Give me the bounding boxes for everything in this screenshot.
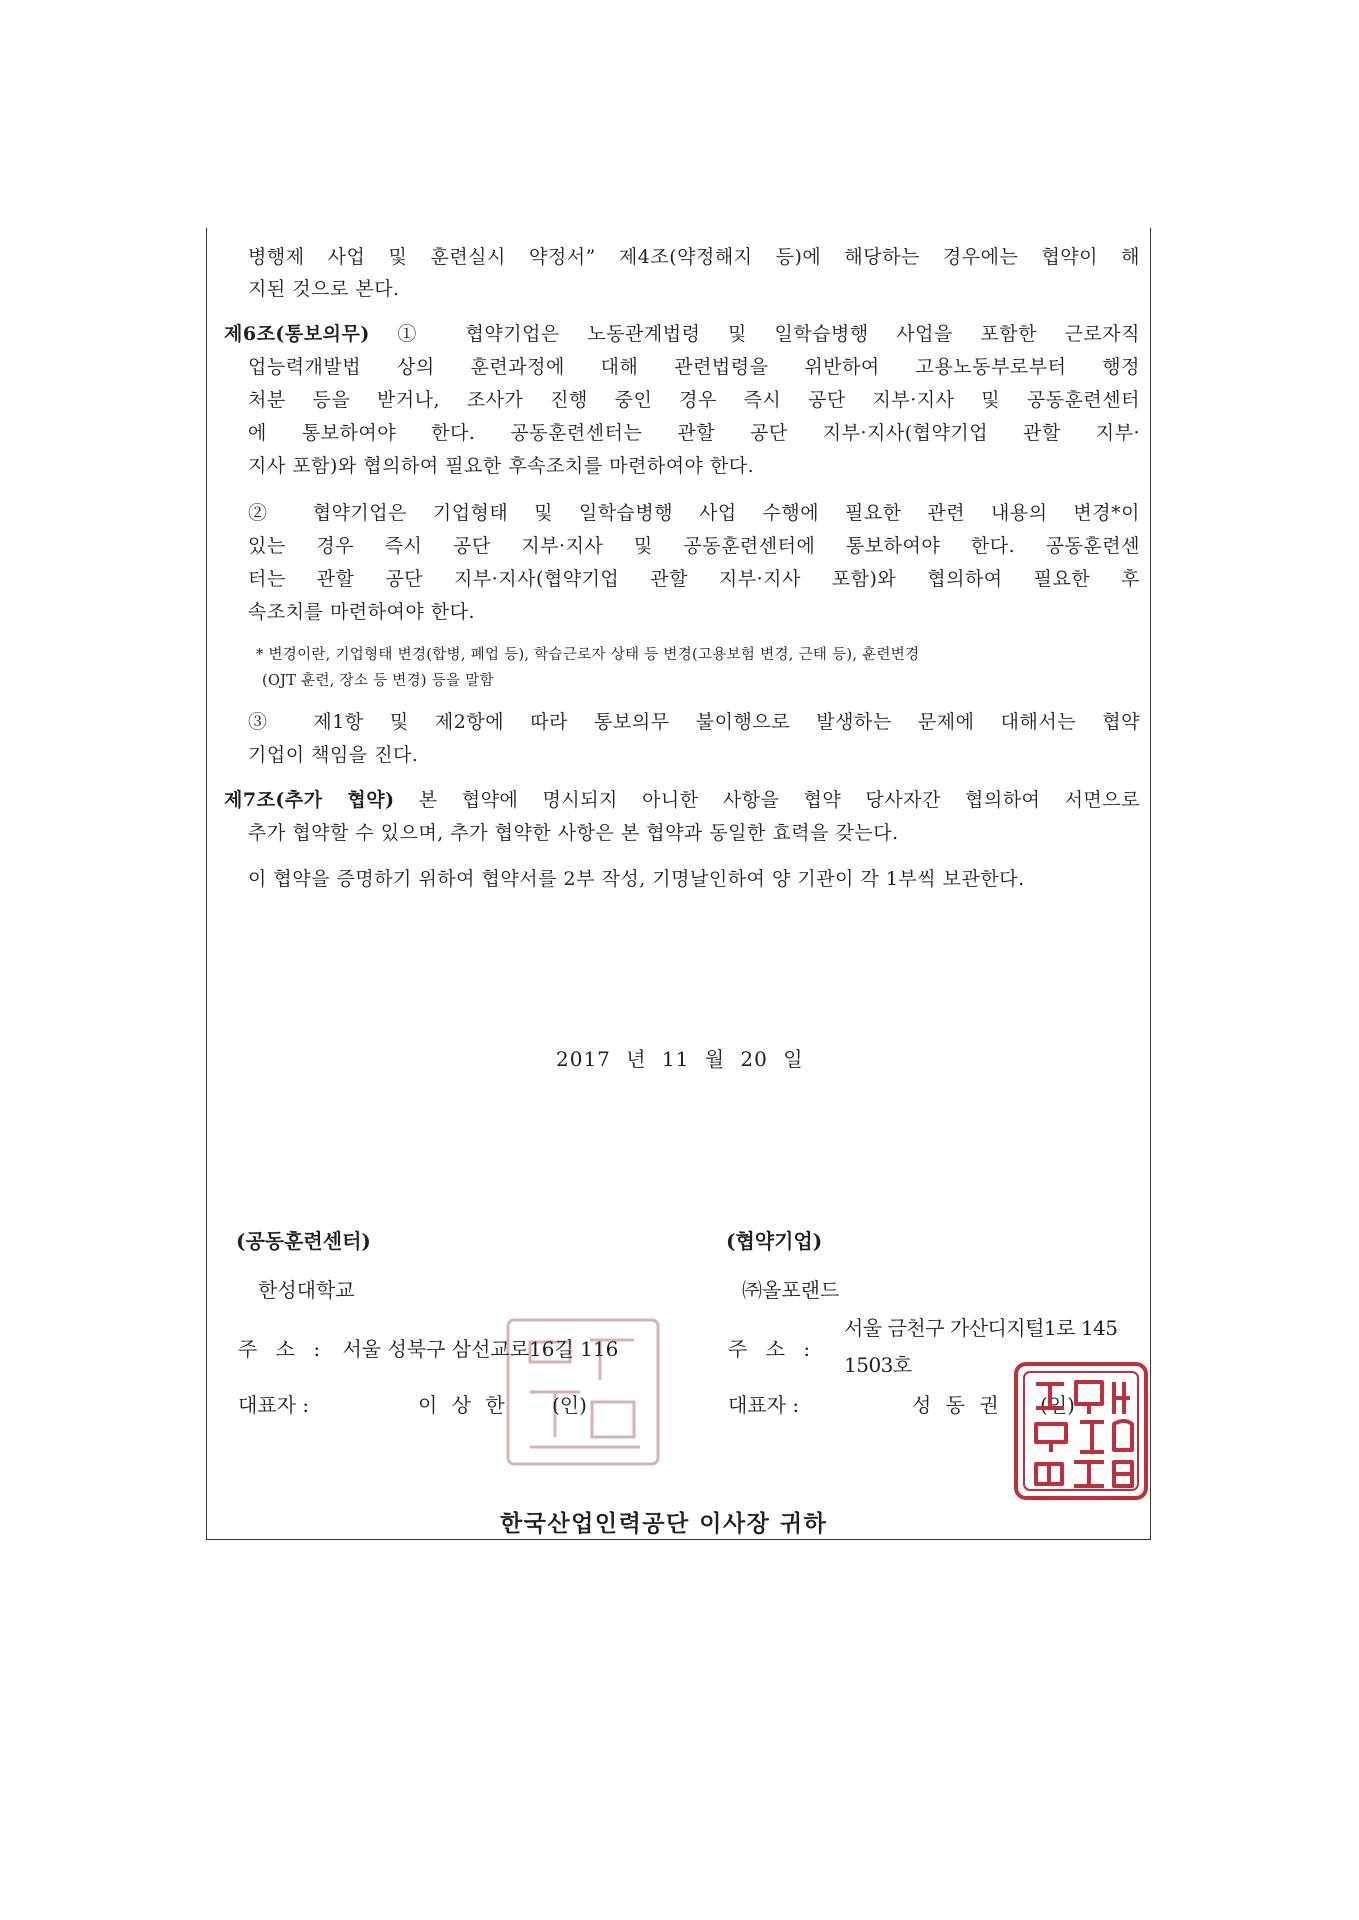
footnote-line: (OJT 훈련, 장소 등 변경) 등을 말함 xyxy=(262,673,494,689)
right-rep-label: 대표자 : xyxy=(728,1393,800,1417)
left-address-row xyxy=(238,1335,618,1363)
left-rep-label: 대표자 : xyxy=(238,1393,310,1417)
right-rep-name: 성 동 권 xyxy=(912,1393,1003,1417)
left-rep-name: 이 상 한 xyxy=(418,1393,509,1417)
article-7-text: 본 협약에 명시되지 아니한 사항을 협약 당사자간 협의하여 서면으로 xyxy=(394,789,1140,811)
article-6-title: 제6조(통보의무) xyxy=(224,323,370,345)
left-address: 서울 성북구 삼선교로16길 116 xyxy=(342,1337,619,1361)
left-party-heading: (공동훈련센터) xyxy=(236,1229,371,1253)
clause-line: 처분 등을 받거나, 조사가 진행 중인 경우 즉시 공단 지부·지사 및 공동훈련센터 xyxy=(248,389,1140,411)
right-seal-mark: (인) xyxy=(1040,1393,1075,1417)
clause-line: ② 협약기업은 기업형태 및 일학습병행 사업 수행에 필요한 관련 내용의 변경*이 xyxy=(248,502,1140,524)
clause-line: 지사 포함)와 협의하여 필요한 후속조치를 마련하여야 한다. xyxy=(248,455,755,477)
clause-line: 추가 협약할 수 있으며, 추가 협약한 사항은 본 협약과 동일한 효력을 갖는다. xyxy=(248,822,899,844)
clause-line: 터는 관할 공단 지부·지사(협약기업 관할 지부·지사 포함)와 협의하여 필요한 후 xyxy=(248,568,1140,590)
clause-line: 지된 것으로 본다. xyxy=(248,278,400,300)
left-party-name: 한성대학교 xyxy=(258,1278,355,1302)
right-address-line1: 서울 금천구 가산디지털1로 145 xyxy=(844,1316,1118,1340)
article-6-text: ① 협약기업은 노동관계법령 및 일학습병행 사업을 포함한 근로자직 xyxy=(369,323,1140,345)
right-address-line2: 1503호 xyxy=(844,1353,912,1377)
article-7-title: 제7조(추가 협약) xyxy=(224,789,395,811)
clause-line: 기업이 책임을 진다. xyxy=(248,744,419,766)
left-seal-mark: (인) xyxy=(552,1393,587,1417)
clause-line: 에 통보하여야 한다. 공동훈련센터는 관할 공단 지부·지사(협약기업 관할 지부· xyxy=(248,422,1140,444)
clause-line: 속조치를 마련하여야 한다. xyxy=(248,601,476,623)
recipient-footer: 한국산업인력공단 이사장 귀하 xyxy=(500,1510,828,1537)
closing-statement: 이 협약을 증명하기 위하여 협약서를 2부 작성, 기명날인하여 양 기관이 각 1부씩 보관한다. xyxy=(248,868,1025,890)
right-seal-icon xyxy=(1010,1358,1152,1504)
clause-line: 있는 경우 즉시 공단 지부·지사 및 공동훈련센터에 통보하여야 한다. 공동훈련센 xyxy=(248,535,1140,557)
footnote-line: * 변경이란, 기업형태 변경(합병, 폐업 등), 학습근로자 상태 등 변경(고용보험 변경, 근태 등), 훈련변경 xyxy=(256,647,920,663)
agreement-date: 2017 년 11 월 20 일 xyxy=(556,1047,804,1071)
right-party-name: ㈜올포랜드 xyxy=(742,1278,840,1302)
clause-line: ③ 제1항 및 제2항에 따라 통보의무 불이행으로 발생하는 문제에 대해서는 협약 xyxy=(248,711,1140,733)
right-party-heading: (협약기업) xyxy=(726,1229,823,1253)
clause-line: 업능력개발법 상의 훈련과정에 대해 관련법령을 위반하여 고용노동부로부터 행정 xyxy=(248,356,1140,378)
article-6-line xyxy=(224,321,1140,347)
left-address-label: 주 소 : xyxy=(238,1337,327,1361)
clause-line: 병행제 사업 및 훈련실시 약정서” 제4조(약정해지 등)에 해당하는 경우에는 협약이 해 xyxy=(248,246,1140,268)
right-address-label: 주 소 : xyxy=(728,1337,817,1361)
article-7-line xyxy=(224,787,1140,813)
